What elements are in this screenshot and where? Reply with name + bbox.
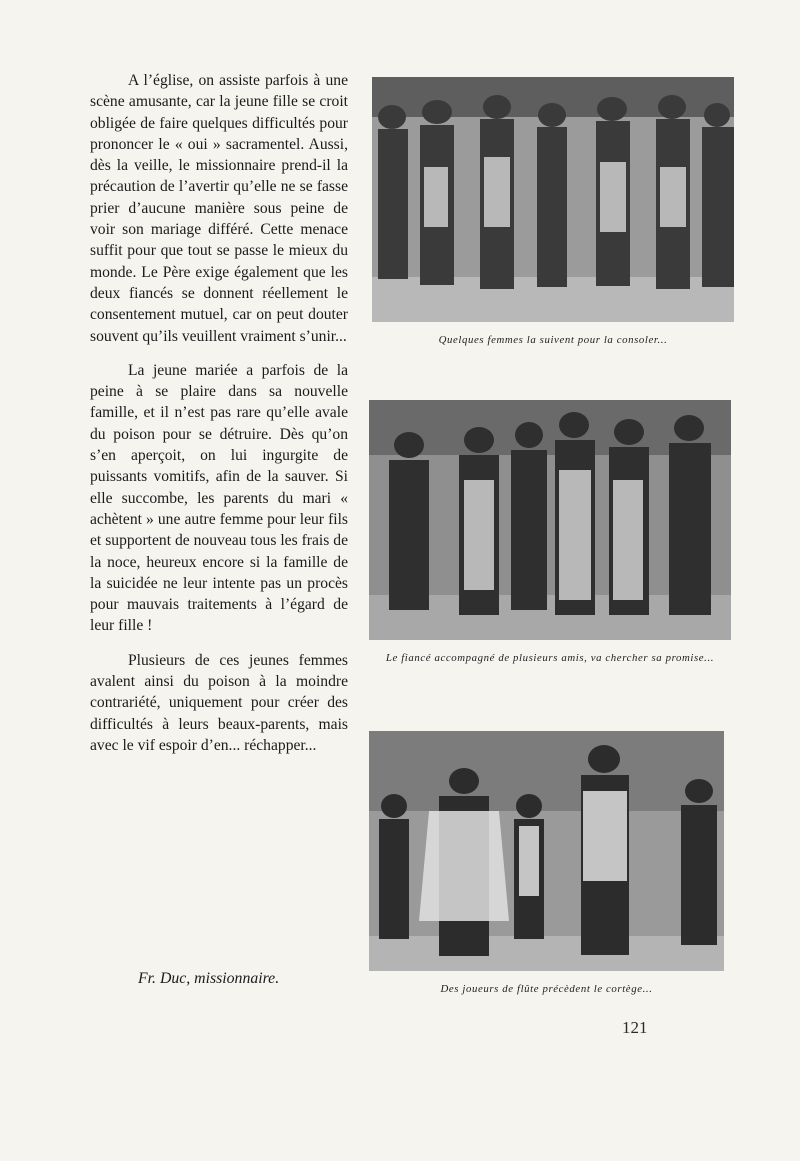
photo-caption-3: Des joueurs de flûte précèdent le cortège... bbox=[440, 983, 653, 995]
photo-flute-players bbox=[369, 731, 724, 971]
photo-fiance-friends bbox=[369, 400, 731, 640]
author-signature: Fr. Duc, missionnaire. bbox=[138, 970, 280, 987]
photo-caption-1: Quelques femmes la suivent pour la consoler... bbox=[438, 334, 668, 346]
photo-caption-2: Le fiancé accompagné de plusieurs amis, va chercher sa promise... bbox=[385, 652, 715, 664]
photo-women-group bbox=[372, 77, 734, 322]
article-paragraph-1: A l’église, on assiste parfois à une scène amusante, car la jeune fille se croit obligée de faire quelques difficultés pour prononcer le « oui » sacramentel. Aussi, dès la veille, le missionnaire prend-il la précaution de l’avertir qu’elle ne se fasse prier d’aucune manière sous peine de voir son mariage différé. Cette menace suffit pour que tout se passe le mieux du monde. Le Père exige également que les deux fiancés se donnent réellement le consentement mutuel, car on peut douter souvent qu’ils veuillent vraiment s’unir... bbox=[90, 72, 348, 345]
article-text-column bbox=[90, 70, 348, 769]
article-paragraph-2: La jeune mariée a parfois de la peine à se plaire dans sa nouvelle famille, et il n’est pas rare qu’elle avale du poison pour se détruire. Dès qu’on s’en aperçoit, on lui ingurgite de puissants vomitifs, afin de la sauver. Si elle succombe, les parents du mari « achètent » une autre femme pour leur fils et supportent de nouveau tous les frais de la noce, heureux encore si la famille de la suicidée ne leur intente pas un procès pour mauvais traitements à l’égard de leur fille ! bbox=[90, 361, 348, 635]
page-number: 121 bbox=[622, 1018, 648, 1037]
article-paragraph-3: Plusieurs de ces jeunes femmes avalent ainsi du poison à la moindre contrariété, uniquement pour créer des difficultés à leurs beaux-parents, mais avec le vif espoir d’en... réchapper... bbox=[90, 651, 348, 754]
